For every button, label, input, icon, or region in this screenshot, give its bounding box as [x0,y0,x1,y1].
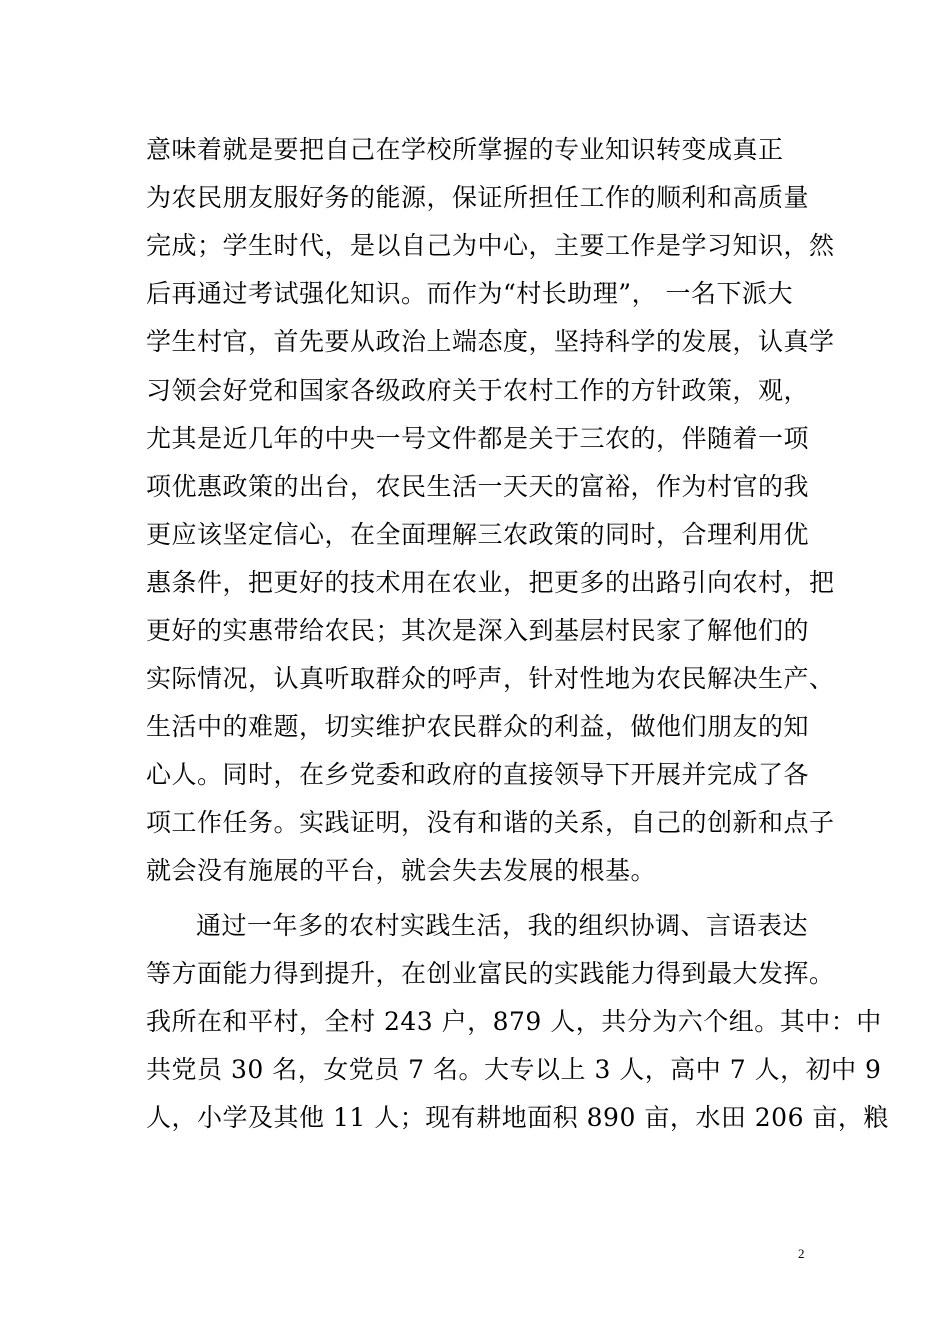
text-line: 等方面能力得到提升，在创业富民的实践能力得到最大发挥。 [146,959,835,988]
text-line: 习领会好党和国家各级政府关于农村工作的方针政策，观， [146,376,810,405]
text-line: 我所在和平村，全村 243 户，879 人，共分为六个组。其中：中 [146,1007,882,1036]
text-line: 更应该坚定信心，在全面理解三农政策的同时，合理利用优 [146,520,810,549]
text-line: 共党员 30 名，女党员 7 名。大专以上 3 人，高中 7 人，初中 9 [146,1055,882,1084]
text-line: 心人。同时，在乡党委和政府的直接领导下开展并完成了各 [146,760,810,789]
page-number: 2 [798,1246,805,1261]
text-line: 后再通过考试强化知识。而作为“村长助理”， 一名下派大 [146,279,794,308]
text-line: 人，小学及其他 11 人；现有耕地面积 890 亩，水田 206 亩，粮 [146,1103,889,1132]
text-line: 尤其是近几年的中央一号文件都是关于三农的，伴随着一项 [146,424,810,453]
text-line: 学生村官，首先要从政治上端态度，坚持科学的发展，认真学 [146,327,835,356]
text-line: 更好的实惠带给农民；其次是深入到基层村民家了解他们的 [146,616,810,645]
text-line: 生活中的难题，切实维护农民群众的利益，做他们朋友的知 [146,712,810,741]
text-line: 就会没有施展的平台，就会失去发展的根基。 [146,856,657,885]
text-line: 完成；学生时代，是以自己为中心，主要工作是学习知识，然 [146,231,835,260]
text-line: 惠条件，把更好的技术用在农业，把更多的出路引向农村，把 [146,568,835,597]
text-line: 项优惠政策的出台，农民生活一天天的富裕，作为村官的我 [146,472,810,501]
paragraph-first-line: 通过一年多的农村实践生活，我的组织协调、言语表达 [196,911,809,940]
text-line: 意味着就是要把自己在学校所掌握的专业知识转变成真正 [146,135,784,164]
text-line: 为农民朋友服好务的能源，保证所担任工作的顺利和高质量 [146,183,810,212]
text-line: 项工作任务。实践证明，没有和谐的关系，自己的创新和点子 [146,808,835,837]
text-line: 实际情况，认真听取群众的呼声，针对性地为农民解决生产、 [146,664,835,693]
